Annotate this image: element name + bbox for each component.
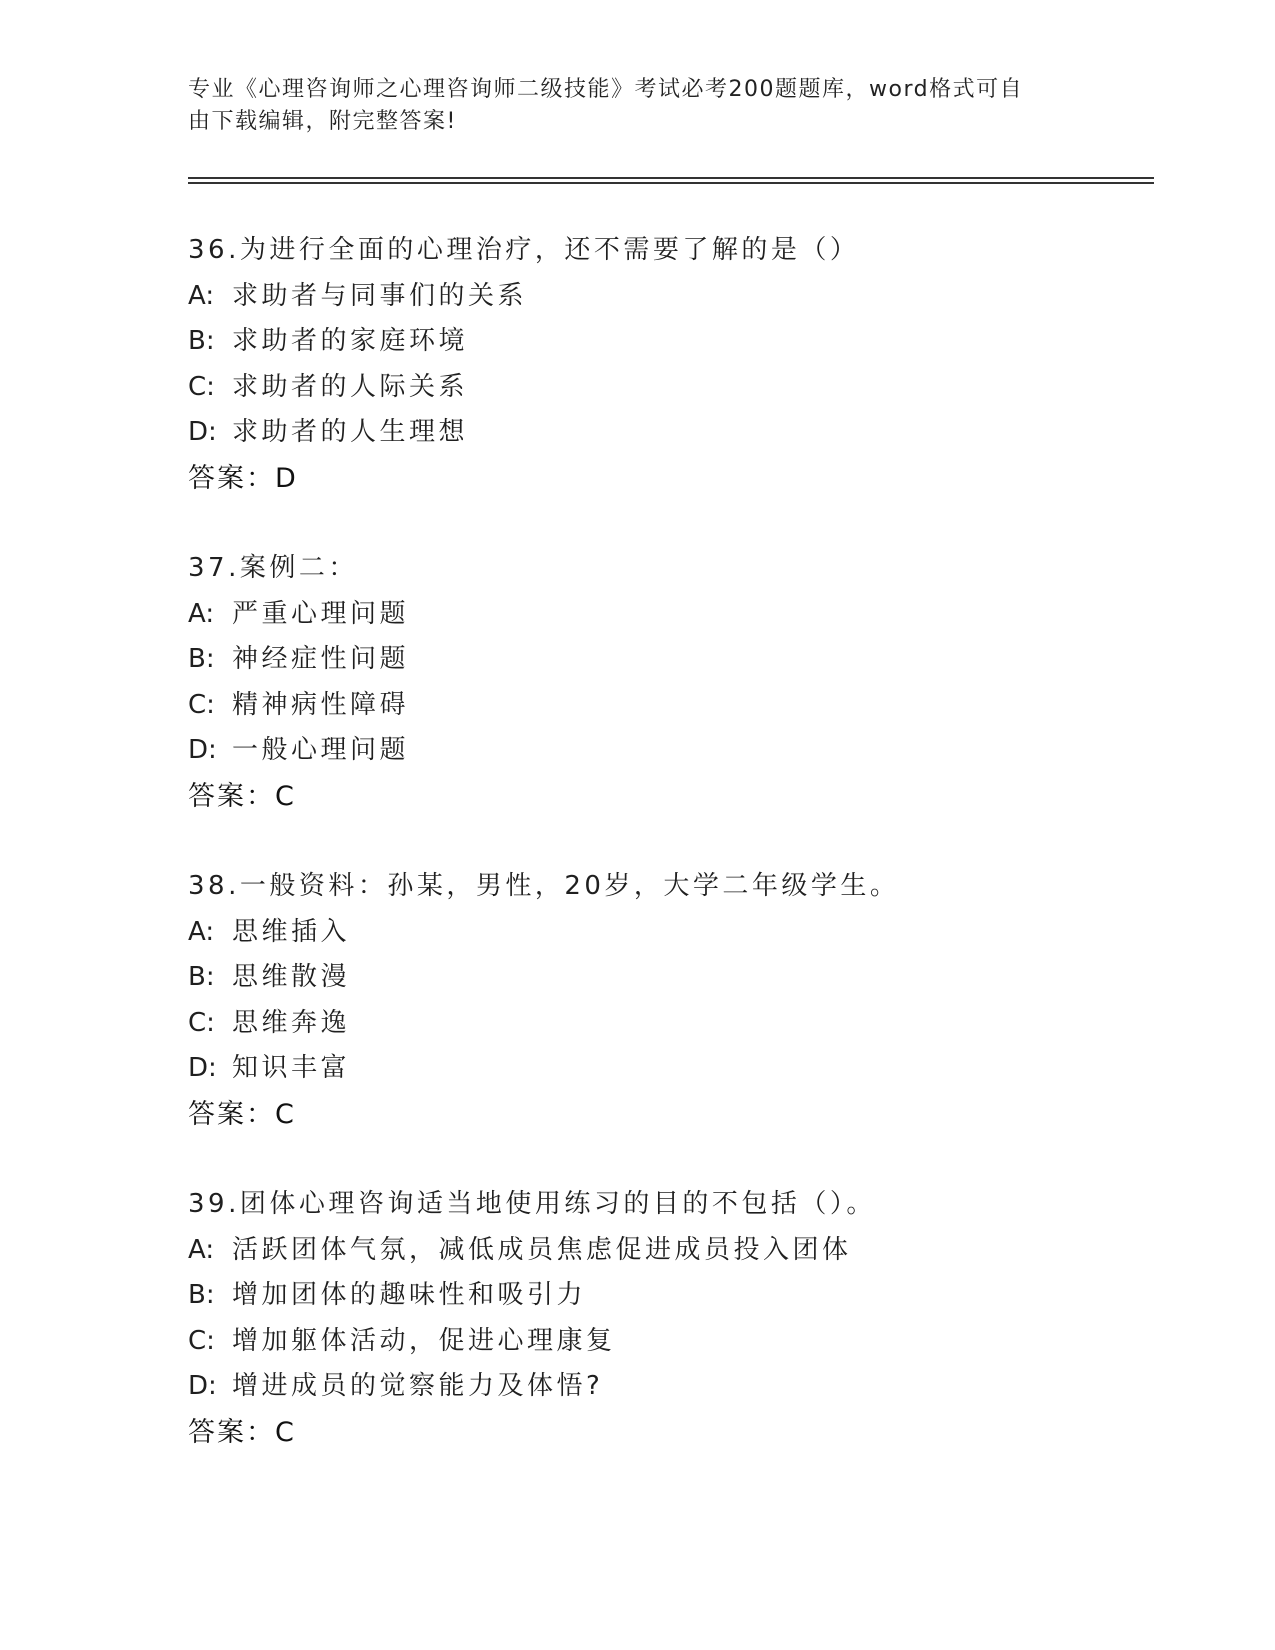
header-divider-bottom [188,182,1154,184]
document-header [188,74,1068,138]
answer-line [188,1410,1148,1456]
option-letter: D: [188,735,217,765]
option-text: 活跃团体气氛，减低成员焦虑促进成员投入团体 [232,1234,852,1265]
question-block [188,546,1148,819]
option-d [188,1046,1148,1092]
option-letter: A: [188,1234,215,1265]
option-c [188,1319,1148,1365]
option-b [188,955,1148,1001]
option-text: 求助者的家庭环境 [232,326,469,356]
option-d [188,728,1148,774]
question-stem: 37.案例二： [188,553,358,583]
header-line-2: 由下载编辑，附完整答案! [188,109,457,134]
option-a [188,274,1148,320]
option-letter: C: [188,1007,215,1038]
question-block [188,864,1148,1137]
option-letter: C: [188,689,215,720]
header-line-1: 专业《心理咨询师之心理咨询师二级技能》考试必考200题题库，word格式可自 [188,77,1024,102]
answer-value: C [275,780,295,812]
answer-label: 答案： [188,1098,275,1130]
option-text: 严重心理问题 [232,598,410,629]
option-letter: B: [188,1280,215,1310]
option-text: 知识丰富 [232,1053,351,1083]
option-letter: B: [188,644,215,674]
option-text: 一般心理问题 [232,735,410,765]
option-text: 求助者的人生理想 [232,417,469,447]
option-text: 求助者的人际关系 [232,371,469,402]
option-c [188,1001,1148,1047]
option-letter: C: [188,1325,215,1356]
option-a [188,592,1148,638]
answer-label: 答案： [188,462,275,494]
option-b [188,637,1148,683]
option-text: 增加躯体活动，促进心理康复 [232,1325,616,1356]
question-block [188,1182,1148,1455]
answer-line [188,774,1148,820]
question-stem: 38.一般资料：孙某，男性，20岁，大学二年级学生。 [188,871,900,901]
option-text: 思维奔逸 [232,1007,351,1038]
option-letter: B: [188,962,215,992]
option-text: 精神病性障碍 [232,689,410,720]
option-c [188,365,1148,411]
option-letter: B: [188,326,215,356]
option-letter: A: [188,916,215,947]
option-text: 增加团体的趣味性和吸引力 [232,1280,587,1310]
option-b [188,1273,1148,1319]
option-text: 思维插入 [232,916,351,947]
option-c [188,683,1148,729]
option-text: 思维散漫 [232,962,351,992]
option-text: 增进成员的觉察能力及体悟? [232,1371,604,1401]
option-a [188,910,1148,956]
answer-label: 答案： [188,780,275,812]
option-d [188,1364,1148,1410]
option-letter: C: [188,371,215,402]
header-divider-top [188,177,1154,179]
question-stem: 36.为进行全面的心理治疗，还不需要了解的是（） [188,235,860,265]
option-d [188,410,1148,456]
option-b [188,319,1148,365]
answer-line [188,1092,1148,1138]
option-a [188,1228,1148,1274]
answer-line [188,456,1148,502]
question-stem: 39.团体心理咨询适当地使用练习的目的不包括（）。 [188,1189,876,1219]
option-text: 神经症性问题 [232,644,410,674]
answer-value: C [275,1098,295,1130]
question-block [188,228,1148,501]
answer-value: C [275,1416,295,1448]
option-letter: A: [188,280,215,311]
answer-label: 答案： [188,1416,275,1448]
option-text: 求助者与同事们的关系 [232,280,528,311]
option-letter: A: [188,598,215,629]
answer-value: D [275,462,297,494]
option-letter: D: [188,417,217,447]
option-letter: D: [188,1371,217,1401]
option-letter: D: [188,1053,217,1083]
